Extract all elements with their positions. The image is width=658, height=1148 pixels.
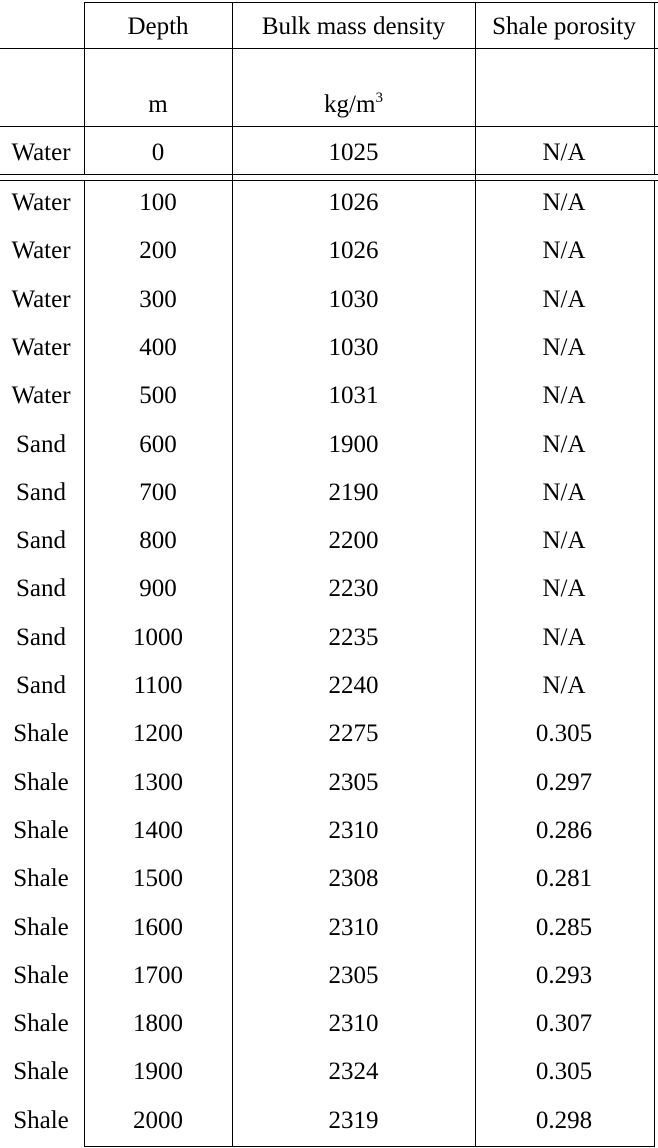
header-shale-porosity: Shale porosity: [492, 13, 636, 40]
cell-depth: 1100: [133, 672, 183, 699]
header-bottom-border: [0, 48, 658, 49]
cell-density: 1026: [328, 237, 379, 265]
cell-porosity: 0.298: [535, 1106, 593, 1134]
cell-density: 2200: [328, 527, 379, 555]
cell-depth: 100: [139, 189, 177, 216]
cell-density: 1026: [328, 189, 379, 216]
cell-lithology: Sand: [16, 478, 66, 506]
header-bulk-mass-density: Bulk mass density: [261, 13, 446, 40]
body-top-border: [0, 180, 658, 181]
table-right-border-top: [654, 2, 655, 175]
unit-density: [232, 90, 475, 120]
cell-porosity: N/A: [542, 478, 586, 506]
cell-depth: 900: [139, 575, 177, 603]
cell-porosity: N/A: [542, 430, 586, 458]
cell-density: 2230: [328, 575, 379, 603]
header-depth: Depth: [127, 13, 189, 40]
cell-lithology: Sand: [16, 623, 66, 651]
cell-depth: 700: [139, 478, 177, 506]
cell-lithology: Shale: [13, 1010, 69, 1038]
cell-depth: 1200: [133, 720, 183, 748]
cell-lithology: Shale: [13, 1106, 69, 1134]
cell-porosity: N/A: [542, 237, 586, 265]
cell-lithology: Shale: [13, 913, 69, 941]
cell-density: 1900: [328, 430, 379, 458]
cell-porosity: 0.286: [535, 816, 593, 844]
cell-depth: 200: [139, 237, 177, 265]
cell-porosity: N/A: [542, 623, 586, 651]
cell-lithology: Sand: [16, 672, 66, 699]
cell-density: 2324: [328, 1058, 379, 1086]
cell-lithology: Shale: [13, 865, 69, 893]
table-top-border: [84, 2, 658, 3]
unit-depth: m: [148, 91, 168, 118]
cell-lithology: Water: [11, 237, 71, 265]
cell-lithology: Water: [11, 189, 71, 216]
unit-density-exponent: 3: [375, 90, 383, 106]
cell-porosity: 0.307: [535, 1010, 593, 1038]
cell-density: 2305: [328, 768, 379, 796]
cell-porosity: 0.297: [535, 768, 593, 796]
cell-porosity: 0.285: [535, 913, 593, 941]
table-right-border-body: [654, 180, 655, 1147]
cell-porosity: N/A: [542, 527, 586, 555]
cell-depth: 0: [151, 139, 165, 166]
cell-porosity: N/A: [542, 672, 586, 699]
cell-lithology: Shale: [13, 720, 69, 748]
cell-density: 2310: [328, 913, 379, 941]
cell-porosity: N/A: [542, 285, 586, 313]
unit-density-base: kg/m: [324, 91, 376, 118]
cell-density: 2275: [328, 720, 379, 748]
column-divider-1-body: [84, 180, 85, 1147]
cell-density: 2190: [328, 478, 379, 506]
cell-depth: 600: [139, 430, 177, 458]
cell-lithology: Sand: [16, 575, 66, 603]
cell-density: 1025: [328, 139, 379, 166]
cell-density: 1031: [328, 382, 379, 410]
cell-lithology: Shale: [13, 961, 69, 989]
cell-depth: 1700: [133, 961, 183, 989]
cell-depth: 1500: [133, 865, 183, 893]
table-bottom-border: [84, 1146, 655, 1147]
cell-density: 2305: [328, 961, 379, 989]
cell-porosity: N/A: [542, 382, 586, 410]
cell-porosity: N/A: [542, 189, 586, 216]
cell-lithology: Water: [11, 139, 71, 166]
cell-porosity: 0.281: [535, 865, 593, 893]
cell-porosity: N/A: [542, 575, 586, 603]
cell-porosity: N/A: [542, 139, 586, 166]
cell-porosity: 0.305: [535, 1058, 593, 1086]
cell-depth: 1800: [133, 1010, 183, 1038]
cell-density: 2308: [328, 865, 379, 893]
first-row-bottom-border: [0, 174, 658, 175]
cell-depth: 1400: [133, 816, 183, 844]
cell-lithology: Shale: [13, 816, 69, 844]
cell-density: 2310: [328, 1010, 379, 1038]
cell-depth: 1900: [133, 1058, 183, 1086]
cell-density: 1030: [328, 333, 379, 361]
cell-density: 2310: [328, 816, 379, 844]
cell-depth: 1000: [133, 623, 183, 651]
cell-porosity: N/A: [542, 333, 586, 361]
cell-density: 2240: [328, 672, 379, 699]
cell-depth: 800: [139, 527, 177, 555]
cell-lithology: Sand: [16, 430, 66, 458]
cell-lithology: Shale: [13, 768, 69, 796]
cell-lithology: Shale: [13, 1058, 69, 1086]
cell-depth: 400: [139, 333, 177, 361]
cell-depth: 2000: [133, 1106, 183, 1134]
cell-density: 2235: [328, 623, 379, 651]
units-bottom-border: [0, 126, 658, 127]
cell-lithology: Water: [11, 333, 71, 361]
cell-density: 2319: [328, 1106, 379, 1134]
cell-depth: 1600: [133, 913, 183, 941]
cell-lithology: Water: [11, 382, 71, 410]
cell-lithology: Sand: [16, 527, 66, 555]
cell-lithology: Water: [11, 285, 71, 313]
cell-depth: 300: [139, 285, 177, 313]
cell-porosity: 0.305: [535, 720, 593, 748]
cell-depth: 500: [139, 382, 177, 410]
cell-porosity: 0.293: [535, 961, 593, 989]
cell-depth: 1300: [133, 768, 183, 796]
cell-density: 1030: [328, 285, 379, 313]
